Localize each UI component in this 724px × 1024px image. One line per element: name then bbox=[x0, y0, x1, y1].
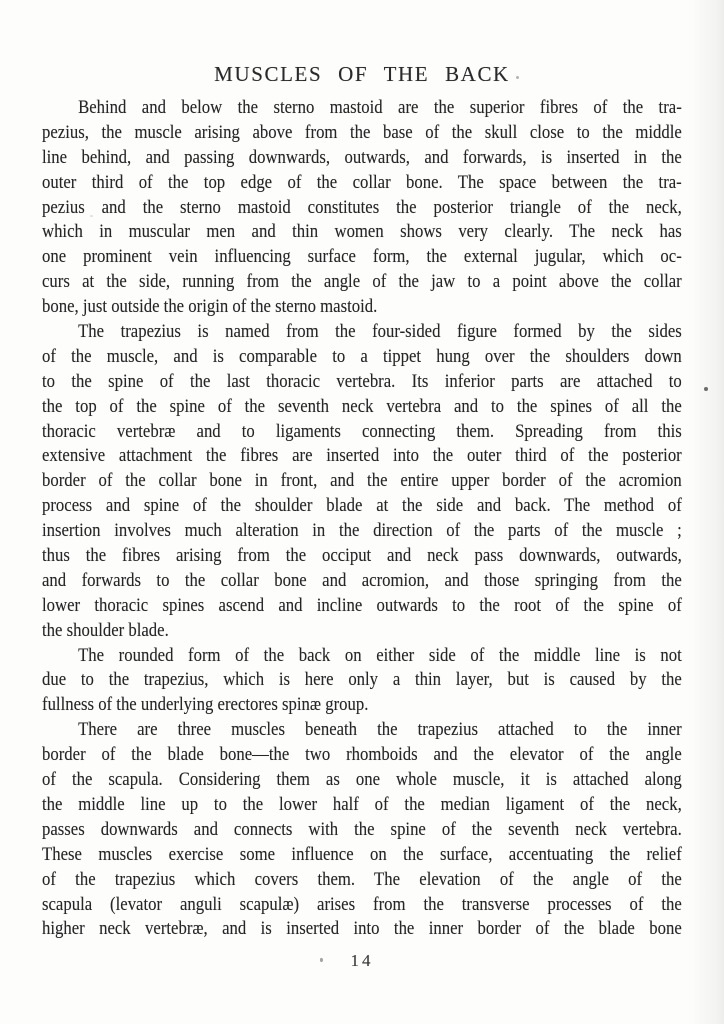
text-line: outer third of the top edge of the collar bone. The space between the tra- bbox=[42, 171, 682, 193]
page-number: 14 bbox=[350, 951, 374, 970]
text-line: process and spine of the shoulder blade at the side and back. The method of bbox=[42, 495, 682, 517]
paragraph-4 bbox=[42, 718, 682, 942]
text-line: insertion involves much alteration in the direction of the parts of the muscle ; bbox=[42, 520, 682, 542]
text-line: fullness of the underlying erectores spinæ group. bbox=[42, 694, 369, 716]
paragraph-2 bbox=[42, 320, 682, 644]
text-line: These muscles exercise some influence on the surface, accentuating the relief bbox=[42, 843, 682, 865]
text-line: border of the blade bone—the two rhomboids and the elevator of the angle bbox=[42, 744, 682, 766]
body-text bbox=[42, 96, 682, 942]
text-line: the middle line up to the lower half of the median ligament of the neck, bbox=[42, 793, 682, 815]
text-line: line behind, and passing downwards, outwards, and forwards, is inserted in the bbox=[42, 146, 682, 168]
text-line: curs at the side, running from the angle of the jaw to a point above the collar bbox=[42, 271, 682, 293]
text-line: scapula (levator anguli scapulæ) arises from the transverse processes of the bbox=[42, 893, 682, 915]
text-line: of the muscle, and is comparable to a tippet hung over the shoulders down bbox=[42, 345, 682, 367]
text-line: pezius and the sterno mastoid constitutes the posterior triangle of the neck, bbox=[42, 196, 682, 218]
text-line: and forwards to the collar bone and acromion, and those springing from the bbox=[42, 569, 682, 591]
text-line: thus the fibres arising from the occiput and neck pass downwards, outwards, bbox=[42, 545, 682, 567]
paragraph-1 bbox=[42, 96, 682, 320]
text-line: which in muscular men and thin women shows very clearly. The neck has bbox=[42, 221, 682, 243]
text-line: bone, just outside the origin of the sterno mastoid. bbox=[42, 296, 378, 318]
text-line: The rounded form of the back on either side of the middle line is not bbox=[78, 644, 682, 666]
text-line: the shoulder blade. bbox=[42, 619, 169, 641]
page-title: MUSCLES OF THE BACK bbox=[214, 62, 510, 86]
text-line: lower thoracic spines ascend and incline outwards to the root of the spine of bbox=[42, 594, 682, 616]
text-line: passes downwards and connects with the spine of the seventh neck vertebra. bbox=[42, 818, 682, 840]
text-line: There are three muscles beneath the trapezius attached to the inner bbox=[78, 719, 682, 741]
text-line: extensive attachment the fibres are inserted into the outer third of the posterior bbox=[42, 445, 682, 467]
text-line: one prominent vein influencing surface form, the external jugular, which oc- bbox=[42, 246, 682, 268]
text-line: thoracic vertebræ and to ligaments connecting them. Spreading from this bbox=[42, 420, 682, 442]
text-line: higher neck vertebræ, and is inserted into the inner border of the blade bone bbox=[42, 918, 682, 940]
text-line: of the trapezius which covers them. The elevation of the angle of the bbox=[42, 868, 682, 890]
text-line: border of the collar bone in front, and the entire upper border of the acromion bbox=[42, 470, 682, 492]
scan-speck bbox=[704, 387, 708, 391]
text-line: the top of the spine of the seventh neck vertebra and to the spines of all the bbox=[42, 395, 682, 417]
paragraph-3 bbox=[42, 644, 682, 719]
text-line: The trapezius is named from the four-sided figure formed by the sides bbox=[78, 321, 682, 343]
text-line: pezius, the muscle arising above from the base of the skull close to the middle bbox=[42, 121, 682, 143]
text-line: due to the trapezius, which is here only a thin layer, but is caused by the bbox=[42, 669, 682, 691]
text-line: to the spine of the last thoracic vertebra. Its inferior parts are attached to bbox=[42, 370, 682, 392]
text-line: Behind and below the sterno mastoid are the superior fibres of the tra- bbox=[78, 97, 682, 118]
text-line: of the scapula. Considering them as one whole muscle, it is attached along bbox=[42, 769, 682, 791]
